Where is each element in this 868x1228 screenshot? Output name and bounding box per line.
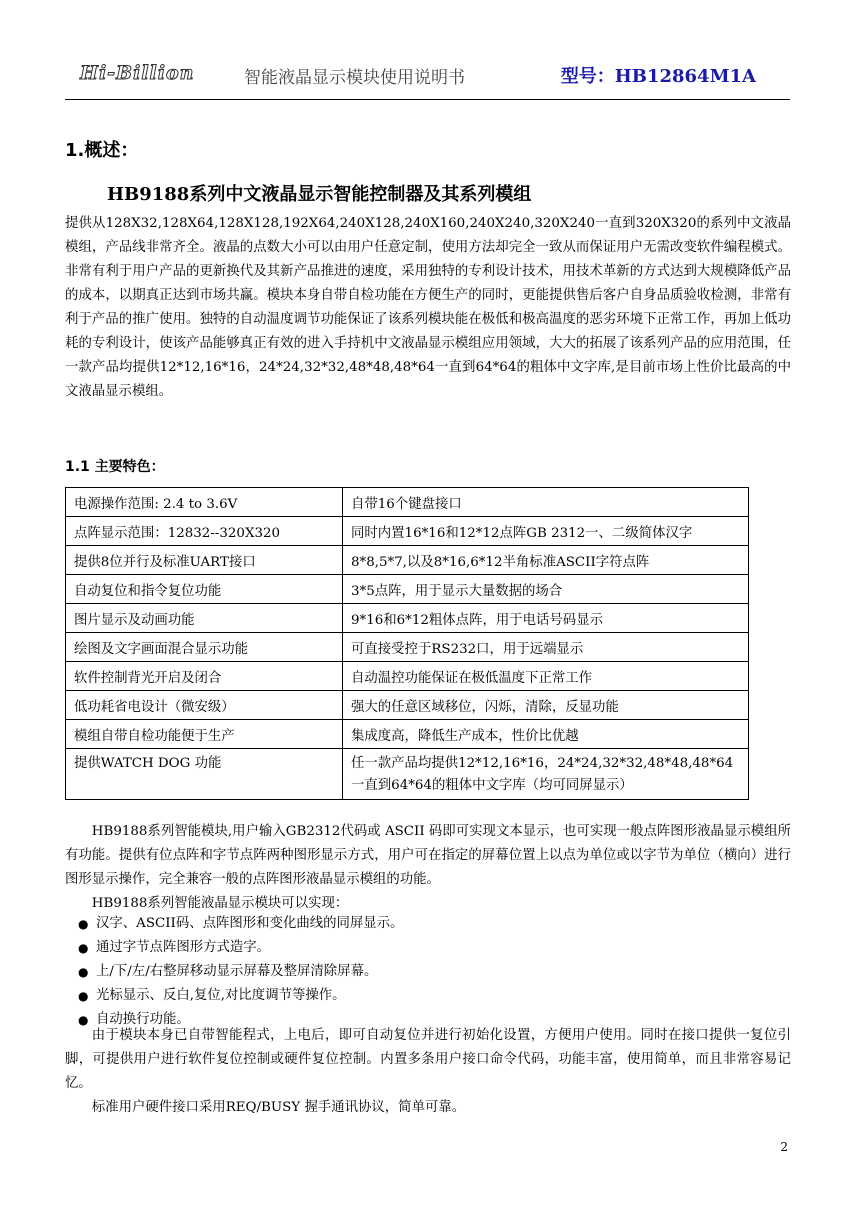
capabilities-intro: HB9188系列智能液晶显示模块可以实现： [91,896,349,911]
table-cell: 9*16和6*12粗体点阵，用于电话号码显示 [343,604,749,633]
table-cell: 集成度高，降低生产成本，性价比优越 [343,720,749,749]
table-cell: 图片显示及动画功能 [66,604,343,633]
table-cell: 提供8位并行及标准UART接口 [66,546,343,575]
features-table [65,487,749,800]
table-row [66,662,749,691]
table-row [66,691,749,720]
features-title: 1.1 主要特色： [65,459,165,475]
list-item: ● 通过字节点阵图形方式造字。 [78,936,403,960]
table-cell: 任一款产品均提供12*12,16*16，24*24,32*32,48*48,48*64一直到64*64的粗体中文字库（均可同屏显示） [343,749,749,800]
table-row [66,517,749,546]
table-cell: 自动复位和指令复位功能 [66,575,343,604]
table-cell: 模组自带自检功能便于生产 [66,720,343,749]
brand-logo: Hi-Billion [80,62,195,84]
table-cell: 自带16个键盘接口 [343,488,749,517]
section-title: 1.概述： [65,140,139,161]
table-cell: 强大的任意区域移位，闪烁，清除，反显功能 [343,691,749,720]
capabilities-list [78,912,403,1032]
table-cell: 可直接受控于RS232口，用于远端显示 [343,633,749,662]
intro-paragraph: 提供从128X32,128X64,128X128,192X64,240X128,240X160,240X240,320X240一直到320X320的系列中文液晶模组，产品线非常齐全。液晶的点数大小可以由用户任意定制，使用方法却完全一致从而保证用户无需改变软件编程模式。非常有利于用户产品的更新换代及其新产品推进的速度，采用独特的专利设计技术，用技术革新的方式达到大规模降低产品的成本，以期真正达到市场共赢。模块本身自带自检功能在方便生产的同时，更能提供售后客户自身品质验收检测，非常有利于产品的推广使用。独特的自动温度调节功能保证了该系列模块能在极低和极高温度的恶劣环境下正常工作，再加上低功耗的专利设计，使该产品能够真正有效的进入手持机中文液晶显示模组应用领域，大大的拓展了该系列产品的应用范围，任一款产品均提供12*12,16*16，24*24,32*32,48*48,48*64一直到64*64的粗体中文字库,是目前市场上性价比最高的中文液晶显示模组。 [65,216,791,399]
page-header [80,62,790,92]
table-cell: 低功耗省电设计（微安级） [66,691,343,720]
table-cell: 提供WATCH DOG 功能 [66,749,343,800]
table-row [66,749,749,800]
table-row [66,633,749,662]
table-cell: 3*5点阵，用于显示大量数据的场合 [343,575,749,604]
model-number: 型号：HB12864M1A [560,66,756,87]
table-cell: 软件控制背光开启及闭合 [66,662,343,691]
list-item: ● 光标显示、反白,复位,对比度调节等操作。 [78,984,403,1008]
table-row [66,720,749,749]
table-cell: 电源操作范围: 2.4 to 3.6V [66,488,343,517]
list-item: ● 汉字、ASCII码、点阵图形和变化曲线的同屏显示。 [78,912,403,936]
table-row [66,604,749,633]
table-row [66,488,749,517]
table-row [66,546,749,575]
header-divider [65,99,790,100]
list-item: ● 自动换行功能。 [78,1008,403,1032]
table-cell: 绘图及文字画面混合显示功能 [66,633,343,662]
header-title: 智能液晶显示模块使用说明书 [244,68,465,88]
document-heading: HB9188系列中文液晶显示智能控制器及其系列模组 [107,184,532,205]
function-paragraph: HB9188系列智能模块,用户输入GB2312代码或 ASCII 码即可实现文本显示，也可实现一般点阵图形液晶显示模组所有功能。提供有位点阵和字节点阵两种图形显示方式，用户可在指定的屏幕位置上以点为单位或以字节为单位（横向）进行图形显示操作，完全兼容一般的点阵图形液晶显示模组的功能。 [65,824,791,887]
list-item: ● 上/下/左/右整屏移动显示屏幕及整屏清除屏幕。 [78,960,403,984]
table-row [66,575,749,604]
reset-paragraph: 由于模块本身已自带智能程式，上电后，即可自动复位并进行初始化设置，方便用户使用。同时在接口提供一复位引脚，可提供用户进行软件复位控制或硬件复位控制。内置多条用户接口命令代码，功能丰富，使用简单，而且非常容易记忆。 [65,1028,791,1091]
table-cell: 点阵显示范围：12832--320X320 [66,517,343,546]
table-cell: 同时内置16*16和12*12点阵GB 2312一、二级简体汉字 [343,517,749,546]
interface-paragraph: 标准用户硬件接口采用REQ/BUSY 握手通讯协议，简单可靠。 [91,1100,466,1115]
table-cell: 8*8,5*7,以及8*16,6*12半角标准ASCII字符点阵 [343,546,749,575]
page-number: 2 [780,1140,788,1154]
table-cell: 自动温控功能保证在极低温度下正常工作 [343,662,749,691]
